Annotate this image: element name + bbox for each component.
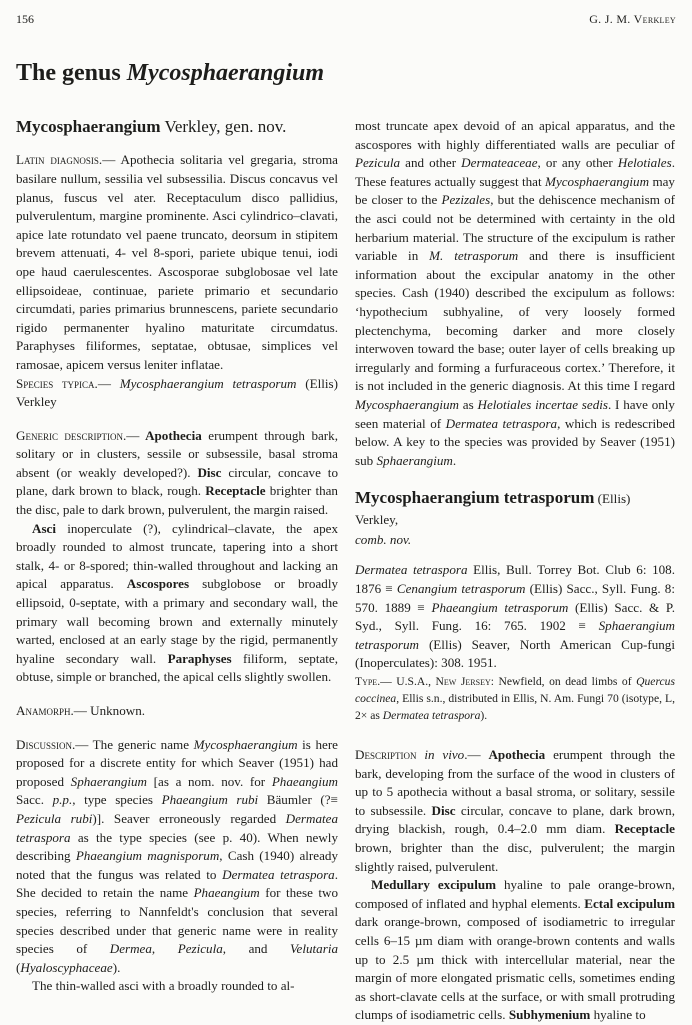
text-span: brown, brighter than the disc, pulverulent; the margin slightly raised, pulverulent. — [355, 839, 675, 874]
italic-name: Quercus coccinea — [355, 675, 675, 706]
italic-name: Dermateaceae — [461, 155, 538, 171]
left-column — [16, 117, 338, 996]
text-span: inoperculate (?), cylindrical–clavate, the apex broadly rounded to almost truncate, tapering into a short stalk, 4- or 8-spored; thin-walled throughout and lacking an apical apparatus. — [16, 520, 338, 592]
discussion-label: Discussion.— — [16, 736, 89, 752]
text-span: most truncate apex devoid of an apical apparatus, and the ascospores with highly differentiated walls are peculiar of — [355, 118, 675, 152]
text-span: Newfield, on dead limbs of — [493, 675, 637, 689]
text-span: is here proposed for a discrete entity for which Seaver (1951) had proposed — [16, 736, 338, 789]
text-span: , or any other — [537, 155, 618, 171]
synonymy — [355, 561, 675, 673]
text-span: (Ellis) Seaver, North American Cup-fungi (Inoperculates): 308. 1951. — [355, 636, 675, 671]
italic-name: Mycosphaerangium — [193, 736, 298, 752]
text-span: Sacc. — [16, 792, 53, 808]
text-span: [as a nom. nov. for — [147, 773, 272, 789]
text-span: ( — [16, 959, 21, 975]
title-genus: Mycosphaerangium — [126, 60, 325, 86]
text-span: , Cash (1940) already noted that the fungus was related to — [16, 848, 338, 882]
page-number: 156 — [16, 12, 34, 26]
italic-name: in vivo — [416, 747, 465, 763]
text-span: . — [452, 452, 457, 468]
term-receptacle: Receptacle — [614, 821, 675, 837]
italic-name: p.p. — [52, 792, 73, 808]
text-span: hyaline to pale orange-brown, composed of inflated and hyphal elements. — [355, 877, 676, 911]
text-span: filiform, septate, obtuse, simple or branched, the apical cells slightly swollen. — [16, 650, 338, 685]
italic-name: Phaeangium rubi — [161, 792, 259, 808]
text-span: circular, concave to plane, dark brown, drying blackish, rough, 0.4–2.0 mm diam. — [355, 802, 675, 837]
genus-author: Verkley, gen. nov. — [160, 117, 287, 136]
running-header — [16, 12, 676, 27]
italic-name: Phaeangium — [271, 773, 338, 789]
text-span: brighter than the disc, pale to dark brown, pulverulent, the margin raised. — [16, 483, 338, 518]
italic-name: Cenangium tetrasporum — [396, 581, 526, 597]
comb-nov: comb. nov. — [355, 532, 412, 548]
generic-description-label: Generic description.— — [16, 427, 140, 443]
italic-name: Mycosphaerangium — [545, 173, 650, 189]
anamorph — [16, 702, 338, 721]
species-typica-label: Species typica.— — [16, 375, 111, 391]
text-span: (Ellis) Sacc. & P. Syd., Syll. Fung. 16: 765. 1902 ≡ — [355, 599, 675, 634]
italic-name: Velutaria — [290, 941, 339, 957]
description-label: Description — [355, 747, 417, 763]
discussion — [16, 736, 338, 978]
italic-name: Helotiales — [617, 155, 672, 171]
genus-heading — [16, 117, 338, 137]
italic-name: Phaeangium tetrasporum — [431, 599, 569, 615]
italic-name: Dermatea tetraspora — [382, 709, 481, 723]
italic-name: Pezicula rubi — [16, 810, 93, 826]
species-typica-author: (Ellis) Verkley — [16, 375, 338, 410]
text-span: . I have only seen material of — [355, 396, 675, 431]
text-span: New Jersey: — [435, 675, 494, 689]
italic-name: Dermatea tetraspora — [445, 415, 558, 431]
text-span: .— — [464, 747, 489, 763]
genus-name: Mycosphaerangium — [16, 117, 161, 136]
text-span: dark orange-brown, composed of isodiametric to irregular cells 6–15 µm diam with orange-brown contents and walls up to 2.5 µm thick with intercellular material, near the margin of more elongated prismatic cells, sometimes ending as short-clavate cells at the surface, or with small protruding clumps of isodiametric cells. — [355, 914, 675, 1023]
term-ectal-excipulum: Ectal excipulum — [584, 895, 675, 911]
species-author: (Ellis) Verkley, — [355, 491, 631, 527]
text-span: (Ellis) Sacc., Syll. Fung. 8: 570. 1889 ≡ — [355, 581, 675, 615]
text-span: ). — [112, 959, 121, 975]
italic-name: Sphaerangium — [376, 452, 453, 468]
generic-description-asci — [16, 520, 338, 687]
italic-name: Phaeangium magnisporum — [75, 848, 220, 864]
text-span: as the type species (see p. 40). When newly describing — [16, 829, 338, 864]
text-span: as — [459, 396, 478, 412]
species-name: Mycosphaerangium tetrasporum — [355, 488, 595, 508]
text-span: , which is redescribed below. A key to the species was provided by Seaver (1951) sub — [355, 415, 676, 468]
anamorph-label: Anamorph.— — [16, 703, 87, 719]
term-disc: Disc — [197, 464, 222, 480]
italic-name: Pezizales — [441, 192, 491, 208]
excipulum-description — [355, 876, 675, 1025]
term-paraphyses: Paraphyses — [167, 650, 232, 666]
italic-name: Sphaerangium — [70, 773, 148, 789]
italic-name: Mycosphaerangium — [355, 396, 460, 412]
species-heading — [355, 488, 675, 549]
text-span: , but the dehiscence mechanism of the asci could not be determined with certainty in the old herbarium material. The structure of the excipulum is rather variable in — [355, 192, 675, 264]
term-ascospores: Ascospores — [126, 576, 190, 592]
type-label: Type.— — [355, 675, 392, 689]
italic-name: Hyaloscyphaceae — [20, 959, 113, 975]
title-prefix: The genus — [16, 60, 127, 86]
text-span: for these two species, referring to Nannfeldt's conclusion that several species described under that generic name were in reality species of — [16, 885, 338, 957]
text-span: Ellis, Bull. Torrey Bot. Club 6: 108. 1876 ≡ — [355, 562, 675, 597]
text-span: erumpent through the bark, developing from the surface of the wood in clusters of up to 5 apothecia without a basal stroma, or solitary, sessile to subsessile. — [355, 747, 676, 818]
chapter-title — [16, 60, 324, 86]
text-span: may be closer to the — [355, 173, 675, 208]
italic-name: Sphaerangium tetrasporum — [355, 618, 675, 652]
italic-name: Dermea — [109, 941, 152, 957]
text-span: hyaline to — [590, 1007, 646, 1023]
text-span: U.S.A., — [391, 675, 436, 689]
latin-diagnosis — [16, 151, 338, 374]
text-span: circular, concave to plane, dark brown to black, rough. — [16, 464, 338, 499]
text-span: Bäumler (?≡ — [258, 792, 338, 808]
text-span: , — [151, 941, 178, 957]
text-span: , and — [222, 941, 290, 957]
term-apothecia: Apothecia — [488, 747, 546, 763]
discussion-continuation — [355, 117, 675, 470]
italic-name: Pezicula — [355, 155, 401, 171]
italic-name: Phaeangium — [193, 885, 260, 901]
running-title: G. J. M. Verkley — [589, 12, 676, 26]
latin-text: Apothecia solitaria vel gregaria, stroma basilare nullum, sessilia vel subsessilia. Discus concavus vel planus, fuscus vel ater. Receptaculum disco pallidius, pulverulentum, margine prominente. Asci cylindrico–clavati, apice late rotundato vel paene truncato, deorsum in stipitem brevem attenuati, 4- vel 8-spori, pariete ubique tenui, iodi ope haud caerulescentes. Ascosporae subglobosae vel late ellipsoideae, continuae, pariete primario et secundario circumdati, paries primarius brunnescens, pariete secundario rigido permanenter hyalino maturitate circumdatus. Paraphyses filiformes, septatae, obtusae, simplices vel ramosae, apicem versus leniter inflatae. — [16, 152, 338, 372]
generic-description — [16, 427, 338, 520]
text-span: )]. Seaver erroneously regarded — [92, 810, 286, 826]
species-typica — [16, 375, 338, 412]
italic-name: Pezicula — [177, 941, 223, 957]
term-asci: Asci — [32, 520, 57, 536]
species-typica-name: Mycosphaerangium tetrasporum — [110, 375, 297, 391]
italic-name: Dermatea tetraspora — [222, 866, 335, 882]
term-disc: Disc — [431, 802, 456, 818]
text-span: ). — [480, 709, 488, 723]
text-span: . These features actually suggest that — [355, 155, 675, 189]
discussion-continued: The thin-walled asci with a broadly rounded to al- — [32, 978, 295, 994]
text-span: and there is insufficient information about the excipular anatomy in the other species. Cash (1940) described the excipulum as follows: ‘hypothecium subhyaline, of very loosely formed plectenchyma, becoming darker and more closely interwoven toward the base; outer layer of cells breaking up irregularly and forming a furfuraceous cortex.’ Therefore, it is not included in the generic diagnosis. At this time I regard — [355, 248, 675, 394]
term-subhymenium: Subhymenium — [508, 1007, 591, 1023]
text-span: The generic name — [88, 736, 194, 752]
text-span: erumpent through bark, solitary or in clusters, sessile or subsessile, basal stroma absent (or weakly developed?). — [16, 427, 338, 480]
latin-label: Latin diagnosis.— — [16, 152, 116, 168]
term-apothecia: Apothecia — [139, 427, 202, 443]
text-span: subglobose or broadly ellipsoid, 0-septate, with a primary and secondary wall, the primary wall becoming brown and externally minutely warted, enclosed at an early stage by the rigid, permanently hyaline secondary wall. — [16, 576, 338, 666]
italic-name: Dermatea tetraspora — [355, 562, 468, 578]
text-span: , type species — [72, 792, 162, 808]
italic-name: M. tetrasporum — [429, 248, 519, 264]
anamorph-text: Unknown. — [86, 703, 146, 719]
italic-name: Dermatea tetraspora — [16, 810, 339, 845]
term-medullary-excipulum: Medullary excipulum — [371, 877, 497, 893]
italic-name: Helotiales incertae sedis — [477, 396, 608, 412]
text-span: . She decided to retain the name — [16, 866, 338, 901]
term-receptacle: Receptacle — [205, 483, 266, 499]
text-span: , Ellis s.n., distributed in Ellis, N. Am. Fungi 70 (isotype, L, 2× as — [355, 692, 675, 723]
text-span: and other — [400, 155, 462, 171]
description-in-vivo — [355, 746, 675, 876]
type-specimen — [355, 673, 675, 724]
right-column — [355, 117, 675, 1025]
